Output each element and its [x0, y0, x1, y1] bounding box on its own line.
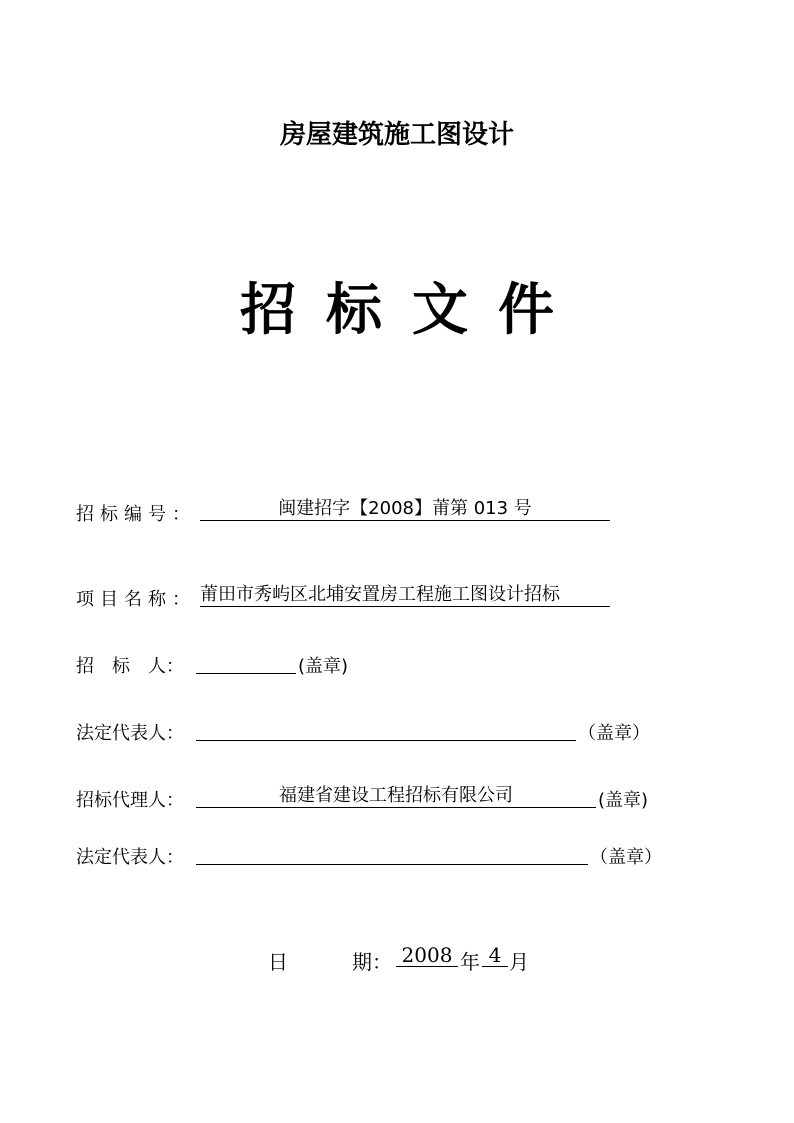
- agent-label: 招标代理人：: [76, 790, 184, 811]
- project-name-label: 项目名称：: [76, 589, 196, 610]
- date-month: [482, 944, 508, 967]
- date-year: [396, 944, 458, 967]
- date-year-unit: 年: [460, 950, 480, 974]
- bid-number-text: 闽建招字【2008】莆第 013 号: [278, 498, 532, 519]
- agent-seal: (盖章): [598, 790, 649, 811]
- legal-rep-1-label: 法定代表人：: [76, 723, 184, 744]
- date-month-text: 4: [488, 943, 502, 967]
- document-subtitle: 房屋建筑施工图设计: [279, 120, 514, 150]
- project-name-text: 莆田市秀屿区北埔安置房工程施工图设计招标: [200, 584, 560, 605]
- legal-rep-2-seal: （盖章）: [590, 847, 662, 868]
- tenderer-label: 招 标 人：: [76, 656, 184, 677]
- agent-value: [196, 785, 596, 808]
- document-title: 招标文件: [240, 278, 584, 343]
- legal-rep-2-signature-line: [196, 842, 588, 865]
- bid-number-value: [200, 498, 610, 521]
- agent-text: 福建省建设工程招标有限公司: [279, 785, 513, 806]
- tenderer-signature-line: [196, 651, 296, 674]
- bid-number-label: 招标编号：: [76, 504, 196, 525]
- date-year-text: 2008: [401, 943, 453, 967]
- legal-rep-1-seal: （盖章）: [578, 723, 650, 744]
- tenderer-seal: (盖章): [298, 656, 349, 677]
- legal-rep-2-label: 法定代表人：: [76, 847, 184, 868]
- date-month-unit: 月: [509, 950, 529, 974]
- date-label-day: 日: [268, 950, 288, 974]
- legal-rep-1-signature-line: [196, 718, 576, 741]
- project-name-value: [200, 584, 610, 607]
- date-label-period: 期：: [352, 950, 392, 974]
